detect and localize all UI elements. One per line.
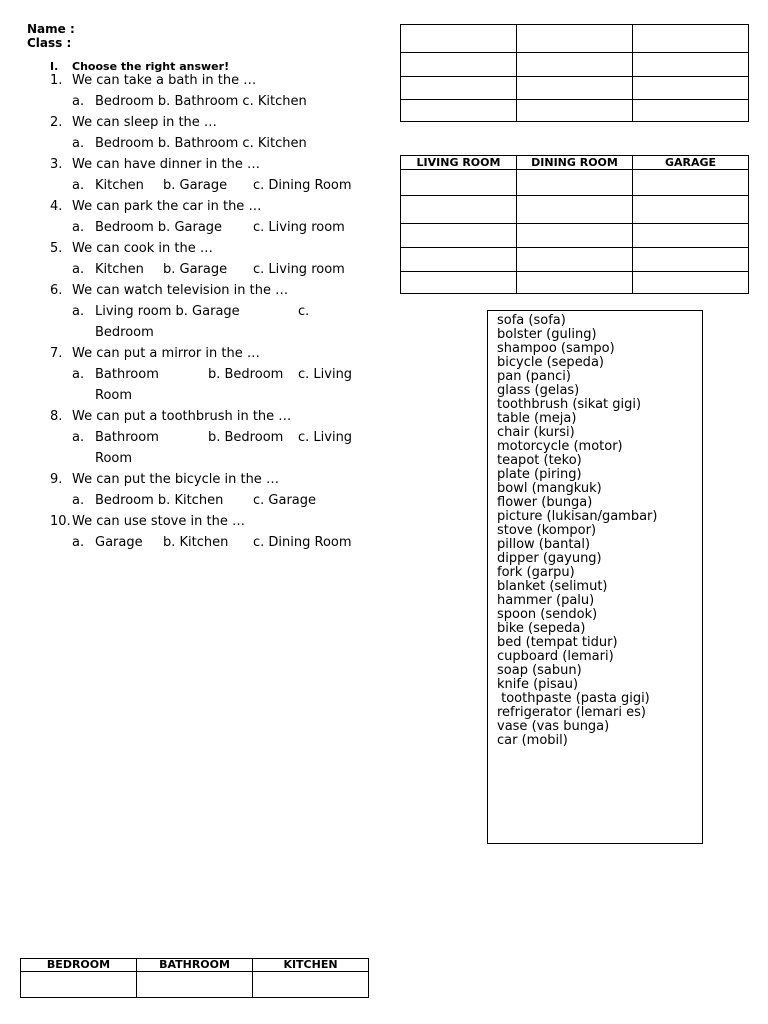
vocab-item: refrigerator (lemari es) bbox=[497, 705, 646, 720]
option-letter: a. bbox=[72, 220, 85, 235]
answer-option[interactable]: c. Living bbox=[298, 367, 353, 382]
answer-cell[interactable] bbox=[401, 77, 517, 100]
room-table-living-dining-garage bbox=[400, 155, 749, 294]
answer-option[interactable]: Garage bbox=[95, 535, 143, 550]
vocab-item: dipper (gayung) bbox=[497, 551, 602, 566]
vocab-item: pan (panci) bbox=[497, 369, 571, 384]
vocab-item: soap (sabun) bbox=[497, 663, 582, 678]
vocab-item: car (mobil) bbox=[497, 733, 568, 748]
vocab-item: toothpaste (pasta gigi) bbox=[497, 691, 650, 706]
answer-cell[interactable] bbox=[517, 196, 633, 224]
answer-option[interactable]: b. Kitchen bbox=[163, 535, 229, 550]
option-letter: a. bbox=[72, 304, 85, 319]
question-text: We can take a bath in the … bbox=[72, 73, 257, 88]
option-letter: a. bbox=[72, 535, 85, 550]
answer-cell[interactable] bbox=[633, 100, 749, 122]
answer-option[interactable]: b. Garage bbox=[163, 262, 228, 277]
answer-cell[interactable] bbox=[517, 272, 633, 294]
answer-option[interactable]: c. Dining Room bbox=[253, 178, 352, 193]
question-number: 6. bbox=[50, 283, 63, 298]
question-text: We can have dinner in the … bbox=[72, 157, 261, 172]
question-text: We can put the bicycle in the … bbox=[72, 472, 279, 487]
answer-option[interactable]: Bedroom b. Garage bbox=[95, 220, 223, 235]
vocab-item: vase (vas bunga) bbox=[497, 719, 610, 734]
answer-cell[interactable] bbox=[401, 53, 517, 77]
option-letter: a. bbox=[72, 493, 85, 508]
header-kitchen: KITCHEN bbox=[253, 959, 369, 972]
question-number: 3. bbox=[50, 157, 63, 172]
question-number: 9. bbox=[50, 472, 63, 487]
answer-cell[interactable] bbox=[401, 272, 517, 294]
answer-option[interactable]: Bathroom bbox=[95, 430, 159, 445]
question-text: We can park the car in the … bbox=[72, 199, 262, 214]
question-number: 7. bbox=[50, 346, 63, 361]
answer-option[interactable]: Bedroom bbox=[95, 325, 154, 340]
vocab-item: motorcycle (motor) bbox=[497, 439, 623, 454]
answer-cell[interactable] bbox=[517, 53, 633, 77]
answer-option[interactable]: c. Dining Room bbox=[253, 535, 352, 550]
answer-option[interactable]: Room bbox=[95, 388, 133, 403]
header-bathroom: BATHROOM bbox=[137, 959, 253, 972]
answer-cell[interactable] bbox=[517, 100, 633, 122]
answer-cell[interactable] bbox=[633, 25, 749, 53]
answer-option[interactable]: c. bbox=[298, 304, 310, 319]
vocab-item: picture (lukisan/gambar) bbox=[497, 509, 658, 524]
question-text: We can put a toothbrush in the … bbox=[72, 409, 292, 424]
answer-cell[interactable] bbox=[517, 77, 633, 100]
option-letter: a. bbox=[72, 262, 85, 277]
question-text: We can sleep in the … bbox=[72, 115, 217, 130]
vocab-item: knife (pisau) bbox=[497, 677, 579, 692]
answer-option[interactable]: c. Living bbox=[298, 430, 353, 445]
question-number: 2. bbox=[50, 115, 63, 130]
vocab-item: fork (garpu) bbox=[497, 565, 575, 580]
answer-cell[interactable] bbox=[517, 248, 633, 272]
answer-option[interactable]: Room bbox=[95, 451, 133, 466]
vocab-item: teapot (teko) bbox=[497, 453, 582, 468]
vocab-item: pillow (bantal) bbox=[497, 537, 591, 552]
name-label: Name : bbox=[27, 22, 75, 36]
vocab-item: bicycle (sepeda) bbox=[497, 355, 604, 370]
answer-option[interactable]: c. Living room bbox=[253, 220, 345, 235]
answer-cell[interactable] bbox=[633, 53, 749, 77]
header-dining-room: DINING ROOM bbox=[517, 156, 633, 170]
answer-cell[interactable] bbox=[633, 248, 749, 272]
option-letter: a. bbox=[72, 367, 85, 382]
answer-cell[interactable] bbox=[633, 77, 749, 100]
answer-option[interactable]: b. Bedroom bbox=[208, 367, 284, 382]
answer-cell[interactable] bbox=[517, 25, 633, 53]
option-letter: a. bbox=[72, 178, 85, 193]
answer-option[interactable]: c. Garage bbox=[253, 493, 317, 508]
vocab-item: table (meja) bbox=[497, 411, 577, 426]
vocab-item: shampoo (sampo) bbox=[497, 341, 615, 356]
vocab-item: plate (piring) bbox=[497, 467, 582, 482]
answer-cell[interactable] bbox=[633, 272, 749, 294]
question-text: We can put a mirror in the … bbox=[72, 346, 260, 361]
vocab-item: stove (kompor) bbox=[497, 523, 597, 538]
question-number: 1. bbox=[50, 73, 63, 88]
header-bedroom: BEDROOM bbox=[21, 959, 137, 972]
vocab-item: bowl (mangkuk) bbox=[497, 481, 602, 496]
answer-cell[interactable] bbox=[401, 170, 517, 196]
answer-option[interactable]: Bedroom b. Kitchen bbox=[95, 493, 224, 508]
vocab-item: bike (sepeda) bbox=[497, 621, 586, 636]
answer-cell[interactable] bbox=[517, 170, 633, 196]
option-letter: a. bbox=[72, 430, 85, 445]
answer-cell[interactable] bbox=[401, 25, 517, 53]
vocab-item: chair (kursi) bbox=[497, 425, 575, 440]
vocab-item: sofa (sofa) bbox=[497, 313, 566, 328]
vocab-item: bolster (guling) bbox=[497, 327, 597, 342]
answer-option[interactable]: Kitchen bbox=[95, 262, 144, 277]
answer-cell[interactable] bbox=[401, 224, 517, 248]
question-text: We can watch television in the … bbox=[72, 283, 289, 298]
answer-cell[interactable] bbox=[633, 196, 749, 224]
answer-option[interactable]: b. Bedroom bbox=[208, 430, 284, 445]
answer-option[interactable]: Bedroom b. Bathroom c. Kitchen bbox=[95, 136, 307, 151]
vocab-item: blanket (selimut) bbox=[497, 579, 608, 594]
option-letter: a. bbox=[72, 94, 85, 109]
answer-cell[interactable] bbox=[253, 972, 369, 998]
vocab-item: spoon (sendok) bbox=[497, 607, 598, 622]
header-living-room: LIVING ROOM bbox=[401, 156, 517, 170]
answer-cell[interactable] bbox=[401, 196, 517, 224]
answer-cell[interactable] bbox=[517, 224, 633, 248]
question-number: 10. bbox=[50, 514, 71, 529]
answer-cell[interactable] bbox=[401, 100, 517, 122]
answer-cell[interactable] bbox=[21, 972, 137, 998]
question-number: 4. bbox=[50, 199, 63, 214]
question-text: We can use stove in the … bbox=[72, 514, 245, 529]
section-heading bbox=[50, 60, 230, 73]
blank-table-top bbox=[400, 24, 749, 122]
answer-option[interactable]: Kitchen bbox=[95, 178, 144, 193]
vocab-item: flower (bunga) bbox=[497, 495, 593, 510]
header-garage: GARAGE bbox=[633, 156, 749, 170]
question-text: We can cook in the … bbox=[72, 241, 213, 256]
vocab-item: hammer (palu) bbox=[497, 593, 595, 608]
vocab-item: toothbrush (sikat gigi) bbox=[497, 397, 642, 412]
vocab-item: bed (tempat tidur) bbox=[497, 635, 618, 650]
question-number: 8. bbox=[50, 409, 63, 424]
answer-option[interactable]: Living room b. Garage bbox=[95, 304, 240, 319]
room-table-bedroom-bathroom-kitchen bbox=[20, 958, 369, 998]
vocab-item: glass (gelas) bbox=[497, 383, 580, 398]
option-letter: a. bbox=[72, 136, 85, 151]
answer-cell[interactable] bbox=[633, 224, 749, 248]
answer-option[interactable]: Bathroom bbox=[95, 367, 159, 382]
vocab-item: cupboard (lemari) bbox=[497, 649, 614, 664]
answer-option[interactable]: b. Garage bbox=[163, 178, 228, 193]
answer-cell[interactable] bbox=[401, 248, 517, 272]
section-roman: I. bbox=[50, 60, 59, 73]
answer-option[interactable]: Bedroom b. Bathroom c. Kitchen bbox=[95, 94, 307, 109]
class-label: Class : bbox=[27, 36, 72, 50]
section-instruction: Choose the right answer! bbox=[72, 60, 230, 73]
vocabulary-box bbox=[487, 310, 703, 844]
question-number: 5. bbox=[50, 241, 63, 256]
answer-cell[interactable] bbox=[633, 170, 749, 196]
answer-cell[interactable] bbox=[137, 972, 253, 998]
answer-option[interactable]: c. Living room bbox=[253, 262, 345, 277]
